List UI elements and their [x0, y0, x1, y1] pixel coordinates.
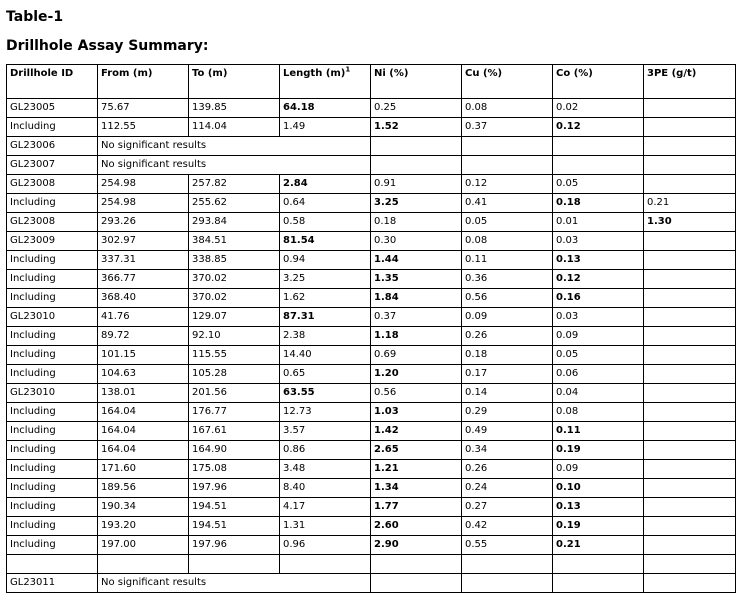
cell-length: 2.38: [280, 327, 371, 346]
cell-pe: [644, 498, 736, 517]
table-body: [7, 99, 736, 593]
table-row: [7, 346, 736, 365]
cell-drillhole-id: GL23011: [7, 574, 98, 593]
table-row: [7, 365, 736, 384]
cell-id: Including: [7, 460, 98, 479]
cell-ni: 2.90: [371, 536, 462, 555]
cell-pe: [644, 327, 736, 346]
cell-from: 101.15: [98, 346, 189, 365]
cell-pe: [644, 346, 736, 365]
cell-ni: 1.77: [371, 498, 462, 517]
cell-from: 254.98: [98, 175, 189, 194]
header-co: Co (%): [553, 65, 644, 99]
cell-length: 0.86: [280, 441, 371, 460]
cell-ni: 0.91: [371, 175, 462, 194]
cell-ni: 0.69: [371, 346, 462, 365]
cell-ni: 1.03: [371, 403, 462, 422]
cell-cu: 0.26: [462, 327, 553, 346]
cell-to: 197.96: [189, 479, 280, 498]
table-row: [7, 118, 736, 137]
cell-to: 176.77: [189, 403, 280, 422]
empty-cell: [553, 156, 644, 175]
cell-id: Including: [7, 194, 98, 213]
cell-cu: 0.56: [462, 289, 553, 308]
table-row: [7, 232, 736, 251]
cell-to: 257.82: [189, 175, 280, 194]
cell-co: 0.19: [553, 517, 644, 536]
cell-ni: 1.20: [371, 365, 462, 384]
cell-length: 81.54: [280, 232, 371, 251]
empty-cell: [644, 156, 736, 175]
cell-from: 190.34: [98, 498, 189, 517]
cell-to: 139.85: [189, 99, 280, 118]
empty-cell: [189, 555, 280, 574]
cell-ni: 3.25: [371, 194, 462, 213]
header-ni: Ni (%): [371, 65, 462, 99]
cell-co: 0.16: [553, 289, 644, 308]
cell-note: No significant results: [98, 156, 371, 175]
empty-cell: [371, 137, 462, 156]
table-row: [7, 441, 736, 460]
cell-ni: 0.25: [371, 99, 462, 118]
table-row: [7, 251, 736, 270]
cell-length: 8.40: [280, 479, 371, 498]
cell-id: Including: [7, 422, 98, 441]
cell-id: Including: [7, 441, 98, 460]
cell-cu: 0.11: [462, 251, 553, 270]
cell-length: 87.31: [280, 308, 371, 327]
cell-pe: [644, 251, 736, 270]
cell-co: 0.06: [553, 365, 644, 384]
table-row: [7, 384, 736, 403]
cell-length: 0.65: [280, 365, 371, 384]
cell-from: 112.55: [98, 118, 189, 137]
cell-ni: 0.18: [371, 213, 462, 232]
cell-cu: 0.36: [462, 270, 553, 289]
cell-cu: 0.49: [462, 422, 553, 441]
cell-length: 0.58: [280, 213, 371, 232]
cell-cu: 0.27: [462, 498, 553, 517]
empty-cell: [462, 574, 553, 593]
cell-cu: 0.08: [462, 232, 553, 251]
cell-to: 293.84: [189, 213, 280, 232]
cell-id: GL23010: [7, 384, 98, 403]
header-3pe: 3PE (g/t): [644, 65, 736, 99]
cell-cu: 0.41: [462, 194, 553, 213]
cell-co: 0.19: [553, 441, 644, 460]
cell-cu: 0.17: [462, 365, 553, 384]
cell-id: Including: [7, 346, 98, 365]
table-row: [7, 422, 736, 441]
cell-ni: 1.21: [371, 460, 462, 479]
cell-ni: 2.60: [371, 517, 462, 536]
assay-summary-table: [6, 64, 736, 593]
header-from: From (m): [98, 65, 189, 99]
cell-from: 89.72: [98, 327, 189, 346]
cell-pe: [644, 365, 736, 384]
empty-cell: [553, 555, 644, 574]
cell-cu: 0.34: [462, 441, 553, 460]
cell-length: 63.55: [280, 384, 371, 403]
cell-length: 3.25: [280, 270, 371, 289]
cell-to: 105.28: [189, 365, 280, 384]
cell-cu: 0.37: [462, 118, 553, 137]
cell-length: 3.57: [280, 422, 371, 441]
cell-co: 0.12: [553, 270, 644, 289]
cell-co: 0.13: [553, 498, 644, 517]
table-row: [7, 574, 736, 593]
cell-to: 255.62: [189, 194, 280, 213]
cell-cu: 0.24: [462, 479, 553, 498]
cell-id: Including: [7, 403, 98, 422]
empty-cell: [371, 555, 462, 574]
cell-co: 0.01: [553, 213, 644, 232]
cell-pe: [644, 99, 736, 118]
cell-id: Including: [7, 270, 98, 289]
cell-pe: [644, 308, 736, 327]
header-length: [280, 65, 371, 99]
cell-length: 64.18: [280, 99, 371, 118]
cell-to: 201.56: [189, 384, 280, 403]
cell-to: 194.51: [189, 498, 280, 517]
cell-co: 0.12: [553, 118, 644, 137]
empty-cell: [280, 555, 371, 574]
cell-pe: [644, 384, 736, 403]
cell-id: GL23010: [7, 308, 98, 327]
empty-cell: [553, 137, 644, 156]
cell-from: 189.56: [98, 479, 189, 498]
cell-pe: [644, 232, 736, 251]
cell-co: 0.21: [553, 536, 644, 555]
cell-from: 366.77: [98, 270, 189, 289]
cell-id: Including: [7, 517, 98, 536]
cell-ni: 1.18: [371, 327, 462, 346]
cell-from: 254.98: [98, 194, 189, 213]
table-row: [7, 213, 736, 232]
cell-from: 293.26: [98, 213, 189, 232]
cell-note: No significant results: [98, 574, 371, 593]
empty-cell: [462, 555, 553, 574]
header-drillhole-id: Drillhole ID: [7, 65, 98, 99]
header-to: To (m): [189, 65, 280, 99]
cell-pe: 1.30: [644, 213, 736, 232]
cell-to: 197.96: [189, 536, 280, 555]
cell-length: 0.96: [280, 536, 371, 555]
cell-co: 0.10: [553, 479, 644, 498]
cell-id: GL23008: [7, 175, 98, 194]
table-row: [7, 289, 736, 308]
cell-id: Including: [7, 479, 98, 498]
header-length-label: Length (m): [283, 68, 346, 79]
table-row: [7, 327, 736, 346]
cell-ni: 0.37: [371, 308, 462, 327]
cell-to: 115.55: [189, 346, 280, 365]
table-row: [7, 270, 736, 289]
cell-cu: 0.12: [462, 175, 553, 194]
cell-ni: 0.56: [371, 384, 462, 403]
cell-id: Including: [7, 289, 98, 308]
cell-id: GL23005: [7, 99, 98, 118]
cell-drillhole-id: GL23007: [7, 156, 98, 175]
cell-to: 167.61: [189, 422, 280, 441]
empty-cell: [98, 555, 189, 574]
cell-pe: [644, 289, 736, 308]
cell-from: 138.01: [98, 384, 189, 403]
empty-cell: [553, 574, 644, 593]
cell-from: 164.04: [98, 441, 189, 460]
cell-to: 175.08: [189, 460, 280, 479]
table-row: [7, 479, 736, 498]
cell-to: 164.90: [189, 441, 280, 460]
cell-co: 0.13: [553, 251, 644, 270]
cell-co: 0.18: [553, 194, 644, 213]
cell-id: Including: [7, 251, 98, 270]
table-row: [7, 555, 736, 574]
cell-from: 193.20: [98, 517, 189, 536]
cell-pe: [644, 517, 736, 536]
table-row: [7, 156, 736, 175]
cell-to: 370.02: [189, 270, 280, 289]
cell-cu: 0.14: [462, 384, 553, 403]
cell-to: 194.51: [189, 517, 280, 536]
cell-pe: [644, 175, 736, 194]
cell-co: 0.02: [553, 99, 644, 118]
cell-from: 104.63: [98, 365, 189, 384]
table-row: [7, 194, 736, 213]
table-row: [7, 99, 736, 118]
empty-cell: [371, 156, 462, 175]
table-title: Table-1: [6, 9, 64, 25]
cell-from: 164.04: [98, 403, 189, 422]
cell-pe: [644, 536, 736, 555]
cell-to: 92.10: [189, 327, 280, 346]
cell-from: 171.60: [98, 460, 189, 479]
cell-to: 338.85: [189, 251, 280, 270]
table-row: [7, 175, 736, 194]
cell-ni: 1.44: [371, 251, 462, 270]
cell-id: GL23009: [7, 232, 98, 251]
cell-cu: 0.09: [462, 308, 553, 327]
cell-co: 0.03: [553, 308, 644, 327]
cell-co: 0.09: [553, 327, 644, 346]
cell-from: 41.76: [98, 308, 189, 327]
cell-from: 164.04: [98, 422, 189, 441]
cell-co: 0.08: [553, 403, 644, 422]
cell-ni: 1.52: [371, 118, 462, 137]
table-row: [7, 308, 736, 327]
empty-cell: [644, 574, 736, 593]
cell-cu: 0.26: [462, 460, 553, 479]
cell-pe: [644, 118, 736, 137]
cell-co: 0.03: [553, 232, 644, 251]
empty-cell: [7, 555, 98, 574]
cell-length: 0.94: [280, 251, 371, 270]
cell-from: 337.31: [98, 251, 189, 270]
cell-from: 75.67: [98, 99, 189, 118]
cell-ni: 2.65: [371, 441, 462, 460]
cell-length: 14.40: [280, 346, 371, 365]
cell-cu: 0.29: [462, 403, 553, 422]
cell-id: Including: [7, 365, 98, 384]
table-row: [7, 498, 736, 517]
table-row: [7, 137, 736, 156]
cell-cu: 0.05: [462, 213, 553, 232]
empty-cell: [371, 574, 462, 593]
cell-id: Including: [7, 498, 98, 517]
cell-from: 368.40: [98, 289, 189, 308]
cell-pe: [644, 422, 736, 441]
cell-ni: 1.35: [371, 270, 462, 289]
cell-cu: 0.42: [462, 517, 553, 536]
cell-to: 129.07: [189, 308, 280, 327]
cell-pe: 0.21: [644, 194, 736, 213]
length-footnote-marker: 1: [345, 65, 351, 74]
cell-cu: 0.55: [462, 536, 553, 555]
cell-id: Including: [7, 327, 98, 346]
cell-co: 0.05: [553, 346, 644, 365]
empty-cell: [462, 137, 553, 156]
table-subtitle: Drillhole Assay Summary:: [6, 38, 209, 54]
cell-cu: 0.18: [462, 346, 553, 365]
cell-from: 197.00: [98, 536, 189, 555]
cell-length: 1.49: [280, 118, 371, 137]
cell-to: 384.51: [189, 232, 280, 251]
table-row: [7, 460, 736, 479]
cell-co: 0.11: [553, 422, 644, 441]
cell-ni: 1.42: [371, 422, 462, 441]
cell-co: 0.04: [553, 384, 644, 403]
cell-pe: [644, 403, 736, 422]
empty-cell: [644, 555, 736, 574]
cell-length: 1.31: [280, 517, 371, 536]
table-row: [7, 536, 736, 555]
cell-note: No significant results: [98, 137, 371, 156]
cell-length: 1.62: [280, 289, 371, 308]
table-row: [7, 403, 736, 422]
cell-length: 2.84: [280, 175, 371, 194]
cell-id: Including: [7, 118, 98, 137]
cell-pe: [644, 441, 736, 460]
cell-id: GL23008: [7, 213, 98, 232]
cell-length: 0.64: [280, 194, 371, 213]
empty-cell: [462, 156, 553, 175]
cell-co: 0.05: [553, 175, 644, 194]
table-header-row: [7, 65, 736, 99]
table-row: [7, 517, 736, 536]
cell-ni: 0.30: [371, 232, 462, 251]
empty-cell: [644, 137, 736, 156]
cell-co: 0.09: [553, 460, 644, 479]
cell-ni: 1.34: [371, 479, 462, 498]
cell-drillhole-id: GL23006: [7, 137, 98, 156]
cell-pe: [644, 460, 736, 479]
cell-to: 114.04: [189, 118, 280, 137]
cell-to: 370.02: [189, 289, 280, 308]
cell-length: 12.73: [280, 403, 371, 422]
cell-cu: 0.08: [462, 99, 553, 118]
cell-length: 3.48: [280, 460, 371, 479]
cell-length: 4.17: [280, 498, 371, 517]
cell-pe: [644, 479, 736, 498]
cell-from: 302.97: [98, 232, 189, 251]
cell-ni: 1.84: [371, 289, 462, 308]
cell-pe: [644, 270, 736, 289]
header-cu: Cu (%): [462, 65, 553, 99]
cell-id: Including: [7, 536, 98, 555]
